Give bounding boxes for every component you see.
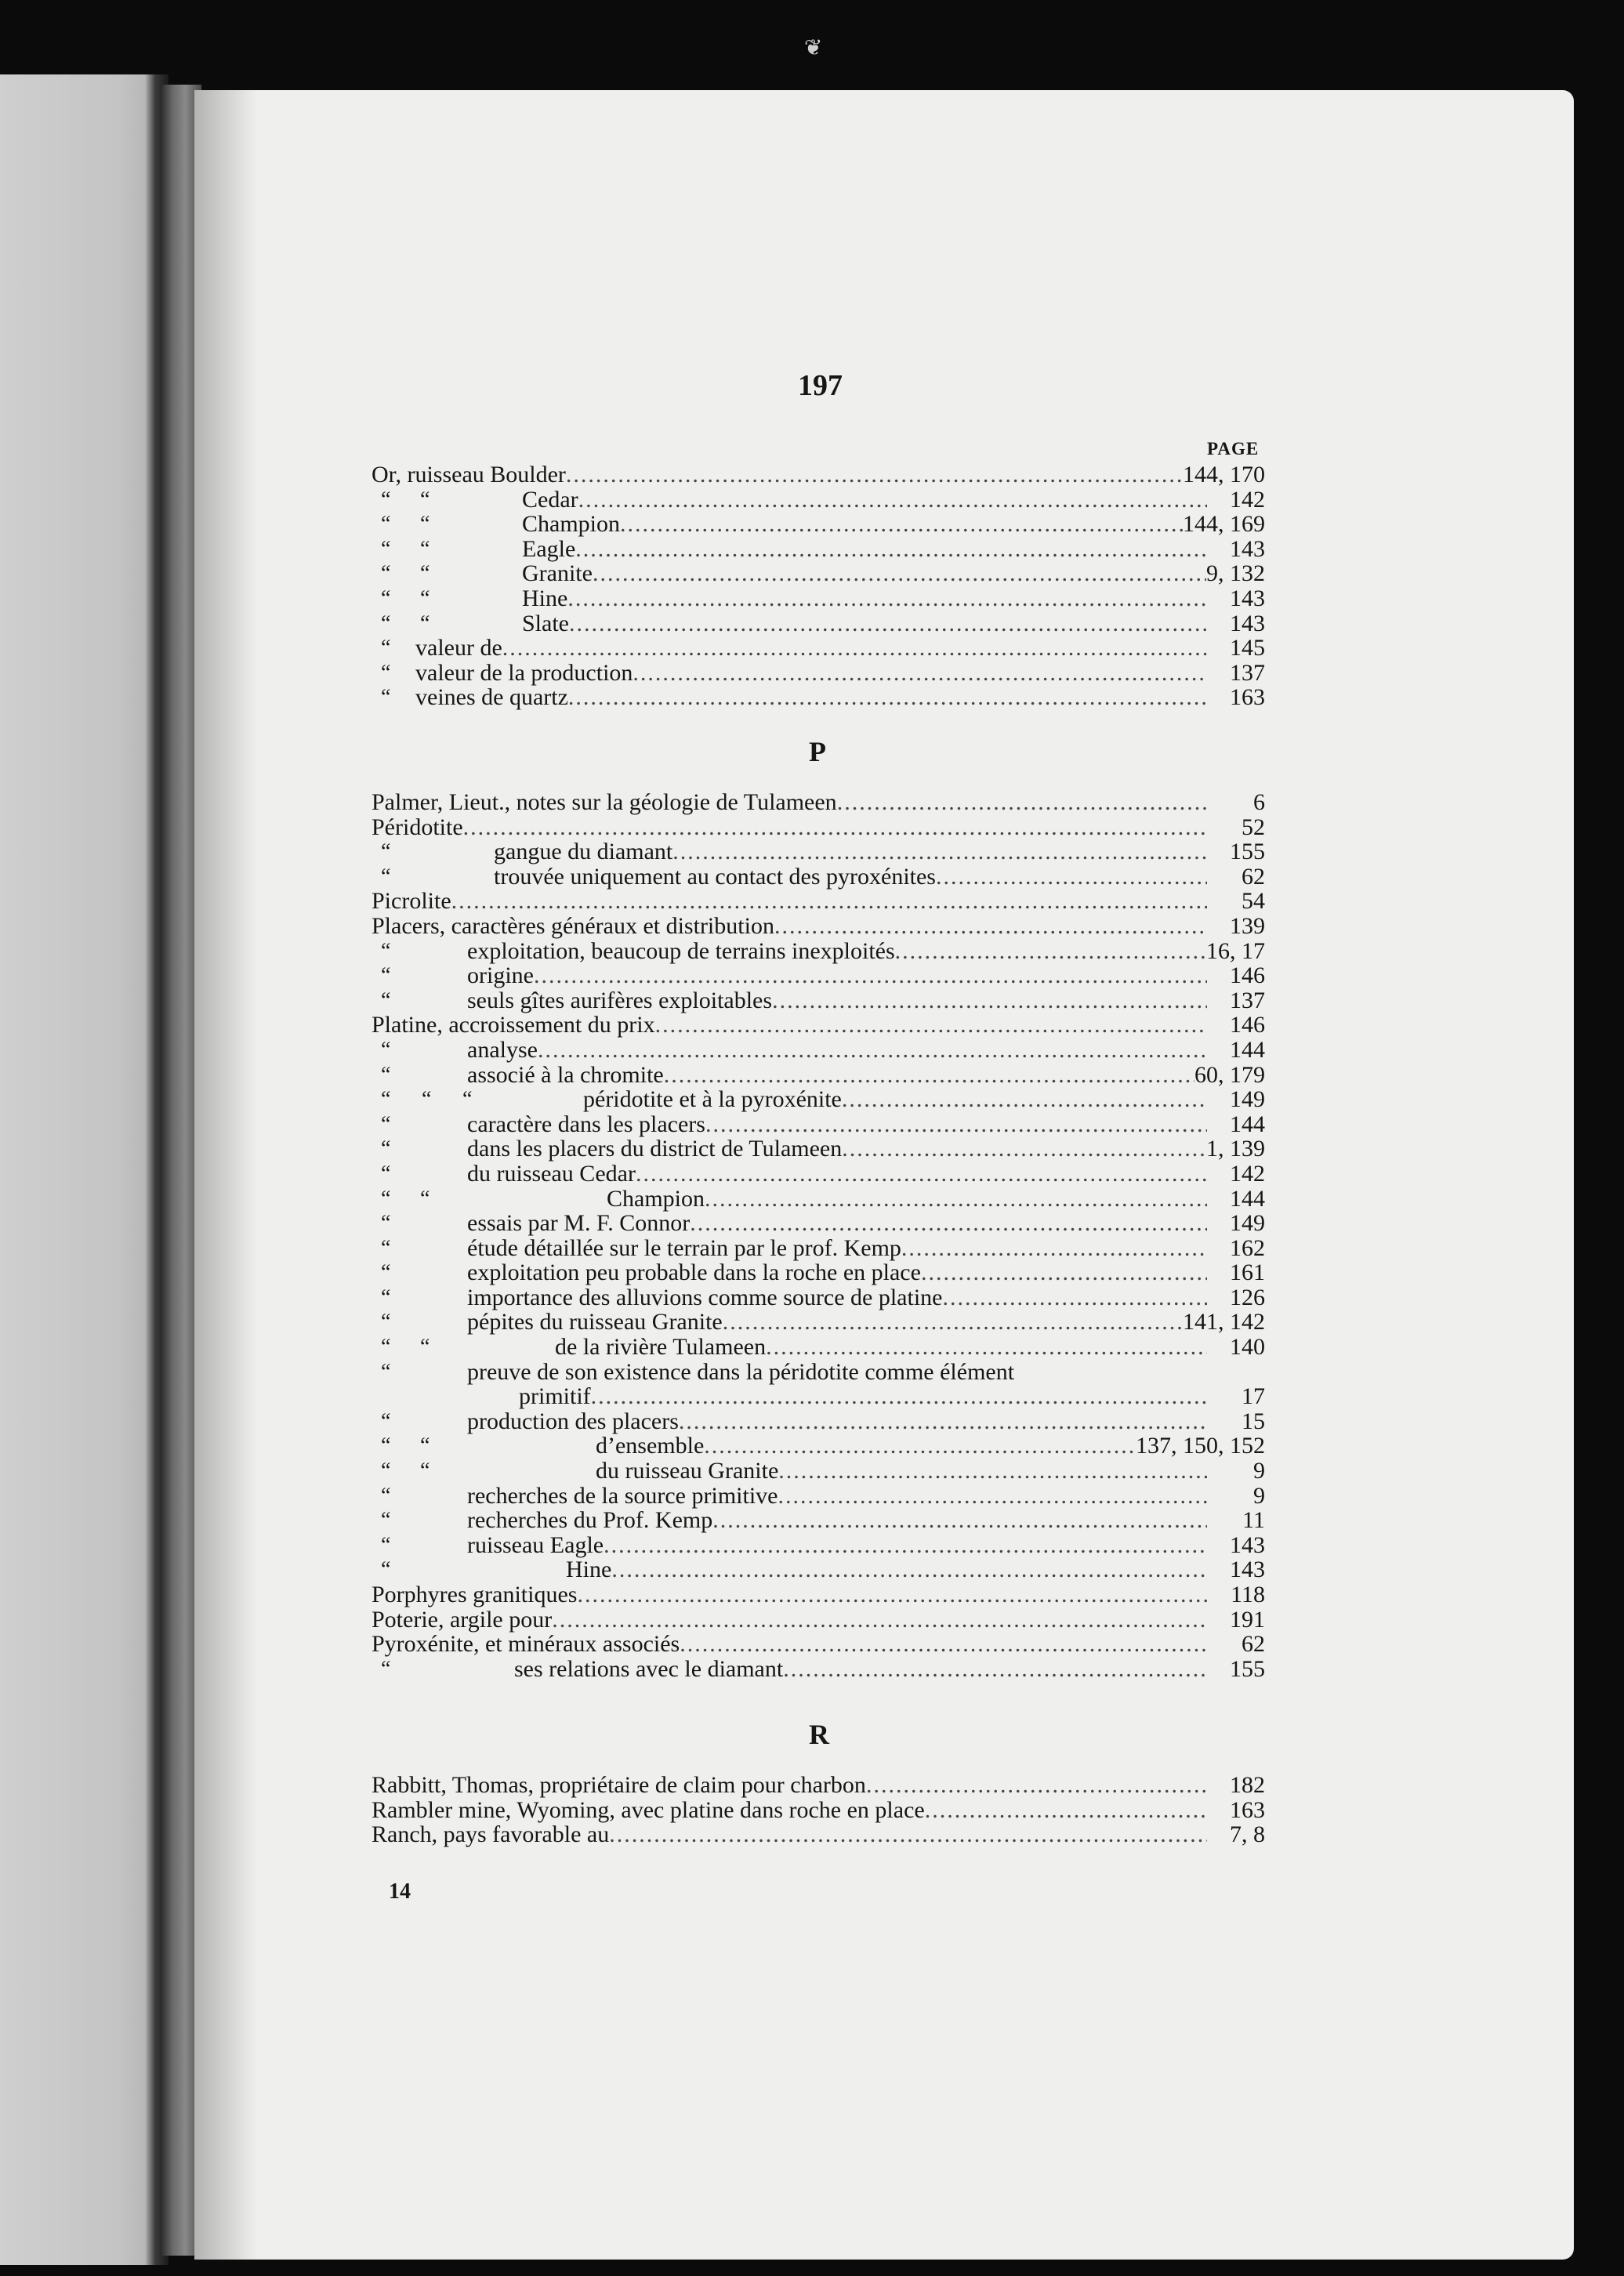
index-entry xyxy=(372,1360,1265,1385)
page-reference: 118 xyxy=(1231,1582,1265,1607)
ditto-mark: “ xyxy=(381,1136,391,1162)
ditto-mark: “ xyxy=(381,660,391,685)
index-section-r xyxy=(372,1773,1265,1847)
ditto-mark: “ xyxy=(381,963,391,988)
index-entry xyxy=(372,1557,1265,1582)
index-entry xyxy=(372,561,1265,586)
index-entry xyxy=(372,1433,1265,1459)
dot-leader xyxy=(575,537,1207,562)
entry-text: ses relations avec le diamant xyxy=(514,1655,784,1682)
entry-text: d’ensemble xyxy=(596,1433,705,1459)
index-entry xyxy=(372,1533,1265,1558)
dot-leader xyxy=(921,1260,1207,1285)
page-reference: 62 xyxy=(1242,863,1265,890)
entry-text: Granite xyxy=(522,560,593,587)
ditto-mark: “ xyxy=(381,636,391,661)
page-reference: 162 xyxy=(1230,1234,1265,1261)
index-entry xyxy=(372,1484,1265,1509)
page-reference: 182 xyxy=(1230,1772,1265,1798)
entry-text: Palmer, Lieut., notes sur la géologie de Tulameen xyxy=(372,789,837,815)
dot-leader xyxy=(636,1162,1207,1187)
book-spine-gutter xyxy=(0,74,169,2265)
page-reference: 139 xyxy=(1230,912,1265,939)
ditto-mark: “ xyxy=(381,611,391,636)
ditto-mark: “ xyxy=(381,1532,391,1557)
entry-text: valeur de xyxy=(415,635,502,661)
index-entry xyxy=(372,790,1265,815)
ditto-mark: “ xyxy=(462,1087,473,1112)
entry-text: production des placers xyxy=(467,1408,679,1434)
index-entry xyxy=(372,988,1265,1013)
dot-leader xyxy=(679,1409,1207,1434)
page-reference: 155 xyxy=(1230,1655,1265,1682)
index-entry xyxy=(372,462,1265,487)
page-reference: 137, 150, 152 xyxy=(1136,1433,1265,1459)
index-entry xyxy=(372,586,1265,611)
entry-text: seuls gîtes aurifères exploitables xyxy=(467,987,773,1013)
page-reference: 143 xyxy=(1230,1557,1265,1583)
index-entry xyxy=(372,1459,1265,1484)
index-entry xyxy=(372,1607,1265,1633)
entry-text: ruisseau Eagle xyxy=(467,1531,604,1558)
dot-leader xyxy=(463,815,1207,840)
entry-text: Poterie, argile pour xyxy=(372,1606,553,1633)
dot-leader xyxy=(723,1310,1183,1335)
entry-text: recherches de la source primitive xyxy=(467,1482,778,1509)
dot-leader xyxy=(936,864,1207,890)
index-entry xyxy=(372,1632,1265,1657)
ditto-mark: “ xyxy=(381,1359,391,1384)
ditto-mark: “ xyxy=(381,1062,391,1087)
ditto-mark: “ xyxy=(381,1235,391,1260)
entry-text: Hine xyxy=(566,1557,612,1583)
dot-leader xyxy=(895,939,1206,964)
page-reference: 149 xyxy=(1230,1086,1265,1113)
index-entry xyxy=(372,1211,1265,1236)
index-entry xyxy=(372,1087,1265,1112)
page-reference: 142 xyxy=(1230,486,1265,513)
dot-leader xyxy=(569,611,1207,636)
dot-leader xyxy=(566,462,1183,487)
index-entry xyxy=(372,939,1265,964)
ditto-mark: “ xyxy=(420,1335,430,1360)
ditto-mark: “ xyxy=(381,512,391,537)
entry-text: Platine, accroissement du prix xyxy=(372,1012,655,1038)
ditto-mark: “ xyxy=(381,536,391,561)
entry-text: Péridotite xyxy=(372,814,463,840)
page-reference: 144 xyxy=(1230,1185,1265,1212)
dot-leader xyxy=(552,1607,1207,1633)
page-reference: 141, 142 xyxy=(1183,1309,1265,1336)
ditto-mark: “ xyxy=(381,1111,391,1136)
index-entry xyxy=(372,661,1265,686)
ditto-mark: “ xyxy=(381,561,391,586)
index-entry xyxy=(372,1112,1265,1137)
page-reference: 149 xyxy=(1230,1210,1265,1237)
entry-text: Picrolite xyxy=(372,888,451,915)
index-entry xyxy=(372,1236,1265,1261)
dot-leader xyxy=(633,661,1207,686)
ditto-mark: “ xyxy=(381,1087,391,1112)
entry-text: exploitation peu probable dans la roche en place xyxy=(467,1259,921,1286)
page-reference: 143 xyxy=(1230,585,1265,611)
dot-leader xyxy=(604,1533,1207,1558)
dot-leader xyxy=(591,1384,1207,1409)
entry-text: valeur de la production xyxy=(415,659,633,686)
entry-text: caractère dans les placers xyxy=(467,1111,705,1137)
index-entry xyxy=(372,1409,1265,1434)
page-reference: 1, 139 xyxy=(1206,1136,1265,1162)
dot-leader xyxy=(609,1822,1207,1847)
page-reference: 60, 179 xyxy=(1194,1061,1265,1088)
index-entry xyxy=(372,914,1265,939)
dot-leader xyxy=(578,487,1207,513)
dot-leader xyxy=(664,1063,1194,1088)
dot-leader xyxy=(942,1285,1207,1310)
ditto-mark: “ xyxy=(381,1260,391,1285)
dot-leader xyxy=(783,1657,1207,1682)
index-entry xyxy=(372,864,1265,890)
ditto-mark: “ xyxy=(381,1656,391,1681)
index-entry xyxy=(372,1187,1265,1212)
scan-ornament-mark: ❦ xyxy=(804,34,823,60)
ditto-mark: “ xyxy=(381,1483,391,1508)
dot-leader xyxy=(705,1187,1207,1212)
page-reference: 52 xyxy=(1242,814,1265,840)
ditto-mark: “ xyxy=(420,1433,430,1459)
ditto-mark: “ xyxy=(381,1433,391,1459)
index-entry xyxy=(372,1822,1265,1847)
page-column-heading: PAGE xyxy=(1207,439,1260,458)
entry-text: origine xyxy=(467,962,534,989)
entry-text: preuve de son existence dans la péridotite comme élément xyxy=(467,1358,1015,1385)
ditto-mark: “ xyxy=(381,1037,391,1062)
index-entry xyxy=(372,685,1265,710)
dot-leader xyxy=(680,1632,1207,1657)
page-reference: 155 xyxy=(1230,839,1265,865)
index-entry xyxy=(372,1038,1265,1063)
index-entry xyxy=(372,1063,1265,1088)
dot-leader xyxy=(502,636,1207,661)
dot-leader xyxy=(690,1211,1207,1236)
index-entry xyxy=(372,815,1265,840)
page-reference: 145 xyxy=(1230,635,1265,661)
index-entry xyxy=(372,636,1265,661)
entry-text: dans les placers du district de Tulameen xyxy=(467,1136,843,1162)
page-reference: 15 xyxy=(1242,1408,1265,1434)
entry-text: du ruisseau Granite xyxy=(596,1458,779,1484)
page-reference: 142 xyxy=(1230,1160,1265,1187)
dot-leader xyxy=(705,1112,1207,1137)
index-entry xyxy=(372,1335,1265,1360)
ditto-mark: “ xyxy=(420,611,430,636)
page-reference: 7, 8 xyxy=(1230,1821,1265,1848)
entry-text: Placers, caractères généraux et distribution xyxy=(372,912,774,939)
ditto-mark: “ xyxy=(420,585,430,611)
entry-text: primitif xyxy=(519,1383,591,1410)
section-letter-p: P xyxy=(809,736,826,767)
dot-leader xyxy=(837,790,1207,815)
page-reference: 144, 169 xyxy=(1183,511,1265,538)
dot-leader xyxy=(866,1773,1207,1798)
index-entry xyxy=(372,1657,1265,1682)
entry-text: trouvée uniquement au contact des pyroxénites xyxy=(494,863,936,890)
dot-leader xyxy=(538,1038,1207,1063)
entry-text: veines de quartz xyxy=(415,684,568,711)
entry-text: Cedar xyxy=(522,486,578,513)
ditto-mark: “ xyxy=(381,1310,391,1335)
page-reference: 161 xyxy=(1230,1259,1265,1286)
index-entry xyxy=(372,1773,1265,1798)
page-reference: 137 xyxy=(1230,987,1265,1013)
index-entry xyxy=(372,537,1265,562)
ditto-mark: “ xyxy=(420,536,430,561)
dot-leader xyxy=(774,914,1207,939)
index-entry xyxy=(372,889,1265,914)
ditto-mark: “ xyxy=(420,487,430,512)
index-entry xyxy=(372,1384,1265,1409)
entry-text: du ruisseau Cedar xyxy=(467,1160,636,1187)
ditto-mark: “ xyxy=(420,561,430,586)
ditto-mark: “ xyxy=(381,585,391,611)
page-reference: 163 xyxy=(1230,1796,1265,1823)
page-reference: 163 xyxy=(1230,684,1265,711)
ditto-mark: “ xyxy=(420,1186,430,1211)
ditto-mark: “ xyxy=(381,1508,391,1533)
ditto-mark: “ xyxy=(420,512,430,537)
index-entry xyxy=(372,1013,1265,1038)
index-entry xyxy=(372,1260,1265,1285)
index-entry xyxy=(372,611,1265,636)
index-entry xyxy=(372,1310,1265,1335)
index-entry xyxy=(372,1136,1265,1162)
dot-leader xyxy=(901,1236,1207,1261)
ditto-mark: “ xyxy=(381,1335,391,1360)
index-entry xyxy=(372,839,1265,864)
page-gutter-shadow xyxy=(194,90,257,2260)
page-reference: 62 xyxy=(1242,1631,1265,1658)
page-reference: 126 xyxy=(1230,1284,1265,1310)
entry-text: Slate xyxy=(522,610,569,636)
ditto-mark: “ xyxy=(381,1459,391,1484)
entry-text: étude détaillée sur le terrain par le prof. Kemp xyxy=(467,1234,901,1261)
footer-signature-mark: 14 xyxy=(389,1879,411,1904)
page-reference: 9 xyxy=(1253,1458,1265,1484)
page-reference: 146 xyxy=(1230,962,1265,989)
dot-leader xyxy=(593,561,1206,586)
ditto-mark: “ xyxy=(381,1408,391,1433)
index-section-p xyxy=(372,790,1265,1681)
page-reference: 9 xyxy=(1253,1482,1265,1509)
entry-text: Hine xyxy=(522,585,568,611)
dot-leader xyxy=(778,1484,1207,1509)
entry-text: gangue du diamant xyxy=(494,839,673,865)
ditto-mark: “ xyxy=(381,1211,391,1236)
index-entry xyxy=(372,1285,1265,1310)
page-reference: 143 xyxy=(1230,1531,1265,1558)
dot-leader xyxy=(842,1136,1206,1162)
index-section-o xyxy=(372,462,1265,710)
dot-leader xyxy=(451,889,1207,914)
index-entry xyxy=(372,1582,1265,1607)
dot-leader xyxy=(577,1582,1207,1607)
entry-text: Porphyres granitiques xyxy=(372,1582,578,1607)
entry-text: Champion xyxy=(607,1185,705,1212)
section-letter-r: R xyxy=(809,1719,829,1750)
page-number: 197 xyxy=(798,369,843,402)
ditto-mark: “ xyxy=(381,1161,391,1186)
dot-leader xyxy=(672,839,1207,864)
page-reference: 143 xyxy=(1230,610,1265,636)
page-reference: 144, 170 xyxy=(1183,462,1265,487)
entry-text: Eagle xyxy=(522,535,576,562)
entry-text: péridotite et à la pyroxénite xyxy=(583,1086,842,1113)
page-reference: 6 xyxy=(1253,789,1265,815)
entry-text: importance des alluvions comme source de platine xyxy=(467,1284,943,1310)
ditto-mark: “ xyxy=(381,685,391,710)
entry-text: analyse xyxy=(467,1036,538,1063)
ditto-mark: “ xyxy=(420,1459,430,1484)
ditto-mark: “ xyxy=(381,1186,391,1211)
dot-leader xyxy=(567,586,1207,611)
page-reference: 16, 17 xyxy=(1206,937,1265,964)
ditto-mark: “ xyxy=(422,1087,432,1112)
entry-text: associé à la chromite xyxy=(467,1061,664,1088)
ditto-mark: “ xyxy=(381,839,391,864)
dot-leader xyxy=(842,1087,1207,1112)
dot-leader xyxy=(534,963,1207,988)
entry-text: exploitation, beaucoup de terrains inexploités xyxy=(467,937,895,964)
page-reference: 137 xyxy=(1230,659,1265,686)
page-reference: 144 xyxy=(1230,1111,1265,1137)
page-reference: 11 xyxy=(1242,1507,1265,1534)
entry-text: pépites du ruisseau Granite xyxy=(467,1309,723,1336)
ditto-mark: “ xyxy=(381,864,391,889)
entry-text: Champion xyxy=(522,511,620,538)
dot-leader xyxy=(712,1508,1207,1533)
entry-text: Pyroxénite, et minéraux associés xyxy=(372,1631,680,1658)
dot-leader xyxy=(611,1557,1207,1582)
entry-text: recherches du Prof. Kemp xyxy=(467,1507,713,1534)
dot-leader xyxy=(620,512,1183,537)
page-reference: 191 xyxy=(1230,1606,1265,1633)
page-reference: 140 xyxy=(1230,1334,1265,1361)
index-entry xyxy=(372,1508,1265,1533)
index-entry xyxy=(372,512,1265,537)
dot-leader xyxy=(925,1798,1207,1823)
entry-text: Rabbitt, Thomas, propriétaire de claim pour charbon xyxy=(372,1772,866,1798)
index-entry xyxy=(372,487,1265,513)
dot-leader xyxy=(772,988,1207,1013)
entry-text: de la rivière Tulameen xyxy=(555,1334,767,1361)
page-reference: 143 xyxy=(1230,535,1265,562)
entry-text: essais par M. F. Connor xyxy=(467,1210,691,1237)
page-reference: 9, 132 xyxy=(1206,560,1265,587)
entry-text: Or, ruisseau Boulder xyxy=(372,462,566,487)
page-reference: 17 xyxy=(1242,1383,1265,1410)
page-reference: 146 xyxy=(1230,1012,1265,1038)
page-reference: 54 xyxy=(1242,888,1265,915)
entry-text: Ranch, pays favorable au xyxy=(372,1821,610,1848)
dot-leader xyxy=(655,1013,1207,1038)
ditto-mark: “ xyxy=(381,988,391,1013)
index-entry xyxy=(372,963,1265,988)
ditto-mark: “ xyxy=(381,487,391,512)
index-entry xyxy=(372,1798,1265,1823)
dot-leader xyxy=(568,685,1207,710)
ditto-mark: “ xyxy=(381,1285,391,1310)
index-entry xyxy=(372,1162,1265,1187)
ditto-mark: “ xyxy=(381,938,391,963)
dot-leader xyxy=(778,1459,1207,1484)
page-reference: 144 xyxy=(1230,1036,1265,1063)
dot-leader xyxy=(704,1433,1136,1459)
ditto-mark: “ xyxy=(381,1557,391,1582)
dot-leader xyxy=(766,1335,1207,1360)
entry-text: Rambler mine, Wyoming, avec platine dans roche en place xyxy=(372,1796,925,1823)
